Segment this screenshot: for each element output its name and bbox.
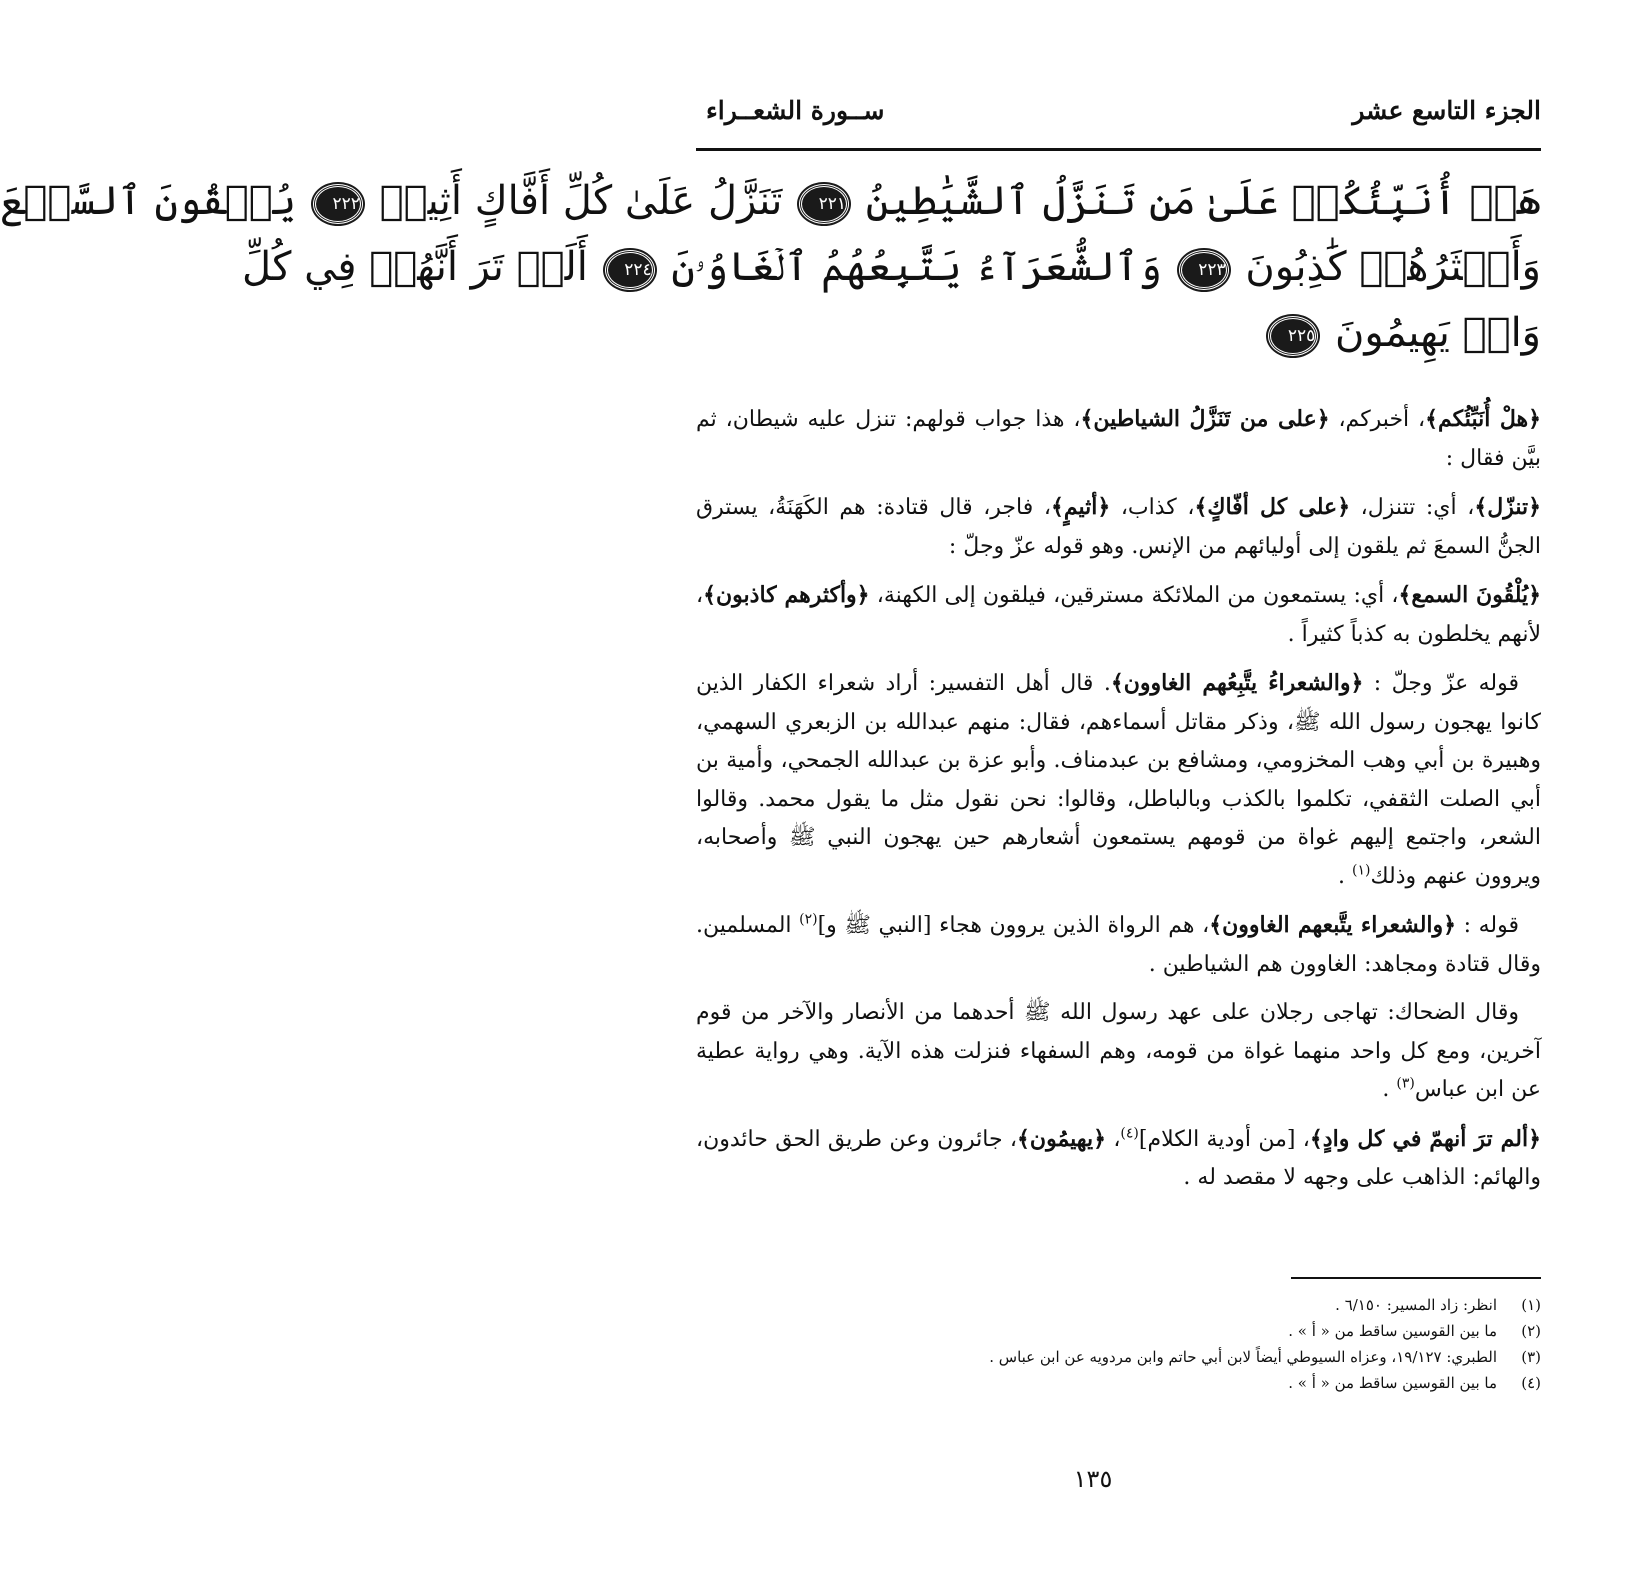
quoted-verse: ﴿والشعراء يتَّبعهم الغاوون﴾ [1209, 912, 1457, 938]
commentary-text: ، أخبركم، [1329, 407, 1426, 432]
commentary-text: . [1382, 1077, 1397, 1102]
running-header [696, 96, 1541, 142]
commentary-text: ، أي: يستمعون من الملائكة مسترقين، فيلقون إلى الكهنة، [869, 583, 1399, 608]
quoted-verse: ﴿يهيمُون﴾ [1017, 1125, 1106, 1152]
footnote-ref: (٣) [1396, 1075, 1415, 1092]
footnote-item [836, 1344, 1541, 1370]
footnote-number: (١) [1521, 1296, 1541, 1314]
footnotes-block [836, 1292, 1541, 1396]
quoted-verse: ﴿على كل أفّاكٍ﴾ [1194, 494, 1351, 520]
quoted-verse: ﴿هلْ أُنَبِّئُكم﴾ [1425, 406, 1541, 432]
ayah-number-marker: ٢٢٤ [605, 250, 655, 290]
page-number: ١٣٥ [1073, 1465, 1113, 1493]
commentary-text: ، هذا جواب قولهم: تنزل عليه شيطان، ثم بيَّن فقال : [696, 407, 1541, 471]
commentary-text: قوله عزّ وجلّ : [1363, 671, 1519, 696]
commentary-text: ، كذاب، [1110, 495, 1195, 520]
quran-text: وَأَكۡثَرُهُمۡ كَٰذِبُونَ [1232, 244, 1541, 290]
footnote-item [836, 1292, 1541, 1318]
quran-line [696, 300, 1541, 366]
ayah-number-marker: ٢٢٣ [1179, 250, 1229, 290]
footnote-ref: (٤) [1120, 1125, 1139, 1142]
quran-text: تَنَزَّلُ عَلَىٰ كُلِّ أَفَّاكٍ أَثِيمٖ [366, 178, 796, 224]
quran-line [242, 234, 1541, 300]
commentary-paragraph [696, 994, 1541, 1110]
quran-text: وَادٖ يَهِيمُونَ [1322, 310, 1541, 356]
footnote-rule [1291, 1277, 1541, 1279]
commentary-text: . [1338, 863, 1353, 889]
commentary-text: ، لأنهم يخلطون به كذباً كثيراً . [696, 583, 1541, 647]
commentary-text: قوله : [1456, 913, 1519, 938]
quran-text: يُلۡقُونَ ٱلسَّمۡعَ [0, 178, 309, 224]
quoted-verse: ﴿يُلْقُونَ السمع﴾ [1398, 582, 1542, 608]
commentary-paragraph [696, 1120, 1541, 1198]
commentary-text: ، [من أودية الكلام] [1138, 1126, 1310, 1152]
footnote-text: ما بين القوسين ساقط من « أ » . [1288, 1374, 1497, 1392]
footnote-number: (٢) [1521, 1322, 1541, 1340]
quoted-verse: ﴿ألم ترَ أنهمّ في كل وادٍ﴾ [1309, 1125, 1542, 1152]
commentary-body [696, 400, 1541, 1208]
quran-text: هَلۡ أُنَبِّئُكُمۡ عَلَىٰ مَن تَنَزَّلُ ٱلشَّيَٰطِينُ [853, 178, 1541, 224]
footnote-ref: (١) [1352, 862, 1371, 879]
commentary-paragraph [696, 664, 1541, 896]
quoted-verse: ﴿والشعراءُ يتَّبِعُهم الغاوون﴾ [1110, 670, 1364, 696]
quoted-verse: ﴿على من تَنَزَّلُ الشياطين﴾ [1080, 406, 1330, 432]
commentary-text: . قال أهل التفسير: أراد شعراء الكفار الذين كانوا يهجون رسول الله ﷺ، وذكر مقاتل أسماءهم، فقال: منهم عبدالله بن الزبعري السهمي، وهبيرة بن أبي وهب المخزومي، ومشافع بن عبدمناف. وأبو عزة بن عبدالله الجمحي، وأمية بن أبي الصلت الثقفي، تكلموا بالكذب وبالباطل، وقالوا: نحن نقول مثل ما يقول محمد. وقالوا الشعر، واجتمع إليهم غواة من قومهم يستمعون أشعارهم حين يهجون النبي ﷺ وأصحابه، ويروون عنهم وذلك [696, 671, 1541, 889]
commentary-text: ، جائرون وعن طريق الحق حائدون، والهائم: الذاهب على وجهه لا مقصد له . [696, 1126, 1541, 1190]
footnote-item [836, 1318, 1541, 1344]
part-title: الجزء التاسع عشر [1352, 96, 1541, 125]
commentary-text: وقال الضحاك: تهاجى رجلان على عهد رسول الله ﷺ أحدهما من الأنصار والآخر من قوم آخرين، ومع كل واحد منهما غواة من قومه، وهم السفهاء فنزلت هذه الآية. وهي رواية عطية عن ابن عباس [696, 1000, 1541, 1102]
ayah-number-marker: ٢٢٥ [1268, 316, 1318, 356]
commentary-paragraph [696, 400, 1541, 478]
commentary-text: ، [1105, 1126, 1121, 1152]
ayah-number-marker: ٢٢١ [799, 184, 849, 224]
footnote-number: (٤) [1521, 1374, 1541, 1392]
footnote-text: انظر: زاد المسير: ٦/١٥٠ . [1335, 1296, 1497, 1314]
quoted-verse: ﴿أثيمٍ﴾ [1050, 494, 1111, 520]
quran-text: وَٱلشُّعَرَآءُ يَتَّبِعُهُمُ ٱلۡغَاوُۥنَ [658, 244, 1175, 290]
ayah-number-marker: ٢٢٢ [313, 184, 363, 224]
header-rule [696, 148, 1541, 151]
commentary-paragraph [696, 576, 1541, 654]
surah-title: ســورة الشعــراء [706, 96, 885, 125]
quran-line [0, 168, 1541, 234]
quran-text: أَلَمۡ تَرَ أَنَّهُمۡ فِي كُلِّ [242, 244, 601, 290]
footnote-text: الطبري: ١٩/١٢٧، وعزاه السيوطي أيضاً لابن أبي حاتم وابن مردويه عن ابن عباس . [989, 1348, 1497, 1366]
commentary-paragraph [696, 906, 1541, 984]
quoted-verse: ﴿تنزّل﴾ [1474, 494, 1541, 520]
commentary-text: ، هم الرواة الذين يروون هجاء [النبي ﷺ و] [817, 913, 1210, 938]
commentary-text: ، أي: تتنزل، [1350, 495, 1475, 520]
commentary-text: ، فاجر، قال قتادة: هم الكَهَنَةُ، يسترق الجنُّ السمعَ ثم يلقون إلى أوليائهم من الإنس. وهو قوله عزّ وجلّ : [696, 495, 1541, 559]
footnote-text: ما بين القوسين ساقط من « أ » . [1288, 1322, 1497, 1340]
commentary-paragraph [696, 488, 1541, 566]
quran-verses-block [0, 168, 1541, 366]
commentary-text: المسلمين. وقال قتادة ومجاهد: الغاوون هم الشياطين . [696, 913, 1541, 977]
footnote-number: (٣) [1521, 1348, 1541, 1366]
quoted-verse: ﴿وأكثرهم كاذبون﴾ [703, 582, 870, 608]
footnote-item [836, 1370, 1541, 1396]
footnote-ref: (٢) [799, 911, 818, 928]
